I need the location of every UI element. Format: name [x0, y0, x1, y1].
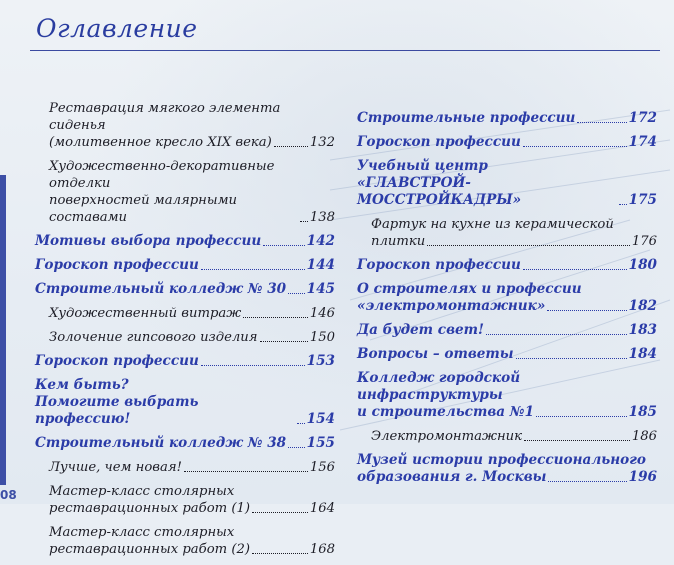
toc-entry-title: Художественно-декоративные отделки — [49, 159, 275, 191]
toc-entry-title: Гороскоп профессии — [35, 353, 199, 369]
toc-entry[interactable] — [357, 452, 657, 486]
page-number: 08 — [0, 488, 17, 502]
toc-entry-page: 196 — [628, 469, 657, 485]
toc-entry[interactable] — [35, 353, 335, 370]
toc-entry-title: Кем быть? — [35, 377, 129, 393]
toc-entry-page: 142 — [306, 233, 335, 249]
toc-entry-title: Помогите выбрать профессию! — [35, 394, 199, 427]
toc-entry-title: и строительства №1 — [357, 404, 535, 420]
dot-leader — [243, 317, 308, 318]
toc-entry-page: 153 — [306, 353, 335, 369]
toc-entry-title: Лучше, чем новая! — [49, 460, 182, 475]
toc-entry[interactable] — [357, 158, 657, 209]
toc-entry[interactable] — [357, 281, 657, 315]
dot-leader — [536, 416, 627, 417]
toc-entry-page: 175 — [628, 192, 657, 208]
toc-entry-title: Вопросы – ответы — [357, 346, 514, 362]
toc-entry-page: 144 — [306, 257, 335, 273]
toc-entry[interactable] — [35, 524, 335, 558]
dot-leader — [288, 293, 304, 294]
toc-entry-title: Гороскоп профессии — [357, 134, 521, 150]
dot-leader — [524, 440, 630, 441]
toc-entry-title: Да будет свет! — [357, 322, 484, 338]
dot-leader — [516, 358, 627, 359]
toc-entry-title: поверхностей малярными составами — [49, 193, 238, 225]
toc-entry[interactable] — [35, 329, 335, 346]
toc-entry-title: Художественный витраж — [49, 306, 242, 321]
toc-entry[interactable] — [35, 233, 335, 250]
dot-leader — [263, 245, 304, 246]
toc-entry-page: 154 — [306, 411, 335, 427]
toc-entry-page: 185 — [628, 404, 657, 420]
toc-entry-page: 156 — [309, 460, 335, 475]
toc-entry-title: (молитвенное кресло XIX века) — [49, 135, 272, 150]
toc-entry-title: образования г. Москвы — [357, 469, 547, 485]
toc-entry-page: 155 — [306, 435, 335, 451]
toc-entry-page: 180 — [628, 257, 657, 273]
toc-entry-title: Фартук на кухне из керамической — [371, 217, 614, 232]
toc-entry-page: 168 — [309, 542, 335, 557]
dot-leader — [548, 481, 626, 482]
toc-entry[interactable] — [357, 257, 657, 274]
toc-entry-title: Строительные профессии — [357, 110, 576, 126]
toc-entry-title: Строительный колледж № 30 — [35, 281, 287, 297]
dot-leader — [486, 334, 627, 335]
toc-entry-page: 146 — [309, 306, 335, 321]
toc-entry-title: «электромонтажник» — [357, 298, 546, 314]
toc-entry-title: Музей истории профессионального — [357, 452, 646, 468]
dot-leader — [201, 269, 305, 270]
toc-right-column — [357, 110, 657, 493]
toc-entry-page: 145 — [306, 281, 335, 297]
toc-entry-page: 184 — [628, 346, 657, 362]
toc-entry-title: реставрационных работ (1) — [49, 501, 251, 516]
page-title: Оглавление — [36, 14, 198, 43]
toc-entry-page: 172 — [628, 110, 657, 126]
dot-leader — [577, 122, 626, 123]
toc-entry-page: 174 — [628, 134, 657, 150]
toc-entry[interactable] — [357, 428, 657, 445]
dot-leader — [252, 553, 308, 554]
toc-entry[interactable] — [35, 281, 335, 298]
toc-entry-page: 132 — [309, 135, 335, 150]
toc-entry[interactable] — [357, 370, 657, 421]
toc-entry-title: Колледж городской инфраструктуры — [357, 370, 521, 403]
toc-entry[interactable] — [35, 377, 335, 428]
toc-entry[interactable] — [35, 435, 335, 452]
toc-entry[interactable] — [357, 216, 657, 250]
toc-entry[interactable] — [35, 459, 335, 476]
toc-entry-title: Реставрация мягкого элемента сиденья — [49, 101, 281, 133]
toc-entry-title: О строителях и профессии — [357, 281, 582, 297]
toc-entry[interactable] — [35, 257, 335, 274]
toc-entry-title: Мастер-класс столярных — [49, 525, 235, 540]
dot-leader — [201, 365, 305, 366]
toc-entry-title: плитки — [371, 234, 426, 249]
dot-leader — [619, 204, 627, 205]
dot-leader — [260, 341, 308, 342]
toc-entry-title: Электромонтажник — [371, 429, 523, 444]
dot-leader — [274, 146, 308, 147]
toc-entry-page: 182 — [628, 298, 657, 314]
toc-entry[interactable] — [357, 134, 657, 151]
dot-leader — [523, 269, 627, 270]
toc-entry-title: Золочение гипсового изделия — [49, 330, 258, 345]
toc-entry-title: Гороскоп профессии — [357, 257, 521, 273]
toc-entry[interactable] — [35, 305, 335, 322]
toc-entry-page: 164 — [309, 501, 335, 516]
toc-entry-title: Мотивы выбора профессии — [35, 233, 262, 249]
title-divider — [30, 50, 660, 51]
dot-leader — [427, 245, 630, 246]
toc-entry-title: Гороскоп профессии — [35, 257, 199, 273]
toc-entry-page: 150 — [309, 330, 335, 345]
dot-leader — [547, 310, 626, 311]
toc-entry-title: реставрационных работ (2) — [49, 542, 251, 557]
toc-entry-page: 186 — [631, 429, 657, 444]
toc-entry[interactable] — [35, 100, 335, 151]
dot-leader — [523, 146, 627, 147]
toc-entry-page: 176 — [631, 234, 657, 249]
toc-entry[interactable] — [35, 158, 335, 226]
toc-entry-title: Мастер-класс столярных — [49, 484, 235, 499]
dot-leader — [288, 447, 304, 448]
toc-entry[interactable] — [35, 483, 335, 517]
dot-leader — [252, 512, 308, 513]
toc-entry-title: «ГЛАВСТРОЙ-МОССТРОЙКАДРЫ» — [357, 175, 522, 208]
toc-entry[interactable] — [357, 346, 657, 363]
toc-entry-page: 183 — [628, 322, 657, 338]
dot-leader — [300, 221, 308, 222]
toc-entry[interactable] — [357, 322, 657, 339]
toc-left-column — [35, 100, 335, 565]
toc-entry-title: Учебный центр — [357, 158, 488, 174]
toc-entry[interactable] — [357, 110, 657, 127]
toc-entry-title: Строительный колледж № 38 — [35, 435, 287, 451]
dot-leader — [297, 423, 305, 424]
dot-leader — [184, 471, 308, 472]
page-edge-bar — [0, 175, 6, 485]
toc-entry-page: 138 — [309, 210, 335, 225]
